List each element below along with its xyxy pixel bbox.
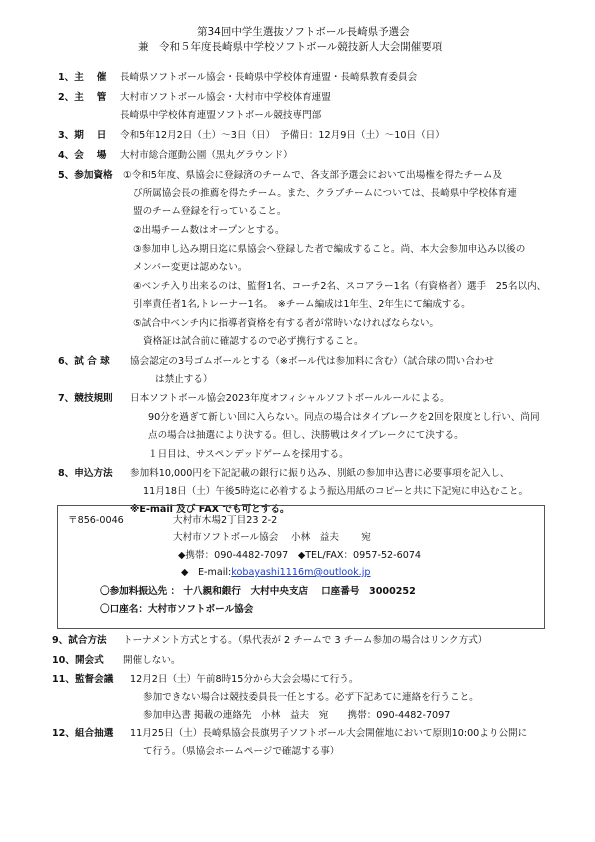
section-label-eligibility: 5、参加資格 [58,170,113,181]
meeting-line-2: 参加できない場合は競技委員長一任とする。必ず下記あてに連絡を行うこと。 [143,692,479,703]
contact-email-row [181,566,370,579]
section-text-date: 令和5年12月2日（土）～3日（日） 予備日：12月9日（土）～10日（日） [120,130,445,141]
section-label-application: 8、申込方法 [58,468,113,479]
email-prefix: ◆ E-mail: [181,567,232,578]
eligibility-line-1: ①令和5年度、県協会に登録済のチームで、各支部予選会において出場権を得たチーム及 [123,170,503,181]
eligibility-line-3: 盟のチーム登録を行っていること。 [133,206,287,217]
ball-line-1: 協会認定の3号ゴムボールとする（※ボール代は参加料に含む）（試合球の問い合わせ [130,356,494,367]
section-label-draw: 12、組合抽選 [52,728,114,739]
opening-text: 開催しない。 [123,655,181,666]
section-label-date: 3、期 日 [58,130,107,141]
eligibility-line-8: 引率責任者1名,トレーナー1名。 ※チーム編成は1年生、2年生にて編成する。 [133,299,471,310]
contact-org: 大村市ソフトボール協会 小林 益夫 宛 [173,532,371,543]
eligibility-line-4: ②出場チーム数はオープンとする。 [133,225,285,236]
rules-line-2: 90分を過ぎて新しい回に入らない。同点の場合はタイブレークを2回を限度とし行い、尚同 [148,412,540,423]
section-text-venue: 大村市総合運動公園（黒丸グラウンド） [120,150,293,161]
rules-line-3: 点の場合は抽選により決する。但し、決勝戦はタイブレークにて決する。 [148,430,464,441]
format-text: トーナメント方式とする。（県代表が 2 チームで 3 チーム参加の場合はリンク方式） [123,635,488,646]
section-label-opening: 10、開会式 [52,655,104,666]
section-label-organizer: 2、主 管 [58,92,107,103]
email-link[interactable]: kobayashi1116m@outlook.jp [231,567,371,578]
section-label-venue: 4、会 場 [58,150,107,161]
eligibility-line-10: 資格証は試合前に確認するので必ず携行すること。 [143,336,364,347]
meeting-line-3: 参加申込書 掲載の連絡先 小林 益夫 宛 携帯：090-4482-7097 [143,710,451,721]
section-label-format: 9、試合方法 [52,635,107,646]
eligibility-line-6: メンバー変更は認めない。 [133,262,248,273]
rules-line-4: １日目は、サスペンデッドゲームを採用する。 [148,449,349,460]
meeting-line-1: 12月2日（土）午前8時15分から大会会場にて行う。 [130,674,359,685]
section-label-host: 1、主 催 [58,72,107,83]
section-label-ball: 6、試 合 球 [58,356,110,367]
section-text-organizer-1: 大村市ソフトボール協会・大村市中学校体育連盟 [120,92,331,103]
account-name: 〇口座名：大村市ソフトボール協会 [100,604,254,615]
rules-line-1: 日本ソフトボール協会2023年度オフィシャルソフトボールルールによる。 [130,393,450,404]
application-line-2: 11月18日（土）午後5時迄に必着するよう振込用紙のコピーと共に下記宛に申込むこと。 [143,486,529,497]
document-title: 第34回中学生選抜ソフトボール長崎県予選会 [197,26,410,38]
section-label-meeting: 11、監督会議 [52,674,114,685]
draw-line-2: て行う。（県協会ホームページで確認する事） [143,746,340,757]
application-line-1: 参加料10,000円を下記記載の銀行に振り込み、別紙の参加申込書に必要事項を記入し、 [130,468,510,479]
section-label-rules: 7、競技規則 [58,393,113,404]
application-line-3: ※E-mail 及び FAX でも可とする。 [130,504,290,515]
draw-line-1: 11月25日（土）長崎県協会長旗男子ソフトボール大会開催地において原則10:00より公開に [130,728,528,739]
contact-zip: 〒856-0046 [68,515,124,526]
document-subtitle: 兼 令和５年度長崎県中学校ソフトボール競技新人大会開催要項 [138,41,443,53]
eligibility-line-9: ⑤試合中ベンチ内に指導者資格を有する者が常時いなければならない。 [133,318,440,329]
bank-info: 〇参加料振込先 ： 十八親和銀行 大村中央支店 口座番号 3000252 [100,586,416,597]
eligibility-line-2: び所属協会長の推薦を得たチーム。また、クラブチームについては、長崎県中学校体育連 [133,188,517,199]
section-text-organizer-2: 長崎県中学校体育連盟ソフトボール競技専門部 [120,110,322,121]
contact-phone: ◆携帯：090-4482-7097 ◆TEL/FAX：0957-52-6074 [178,550,422,561]
ball-line-2: は禁止する） [155,374,213,385]
contact-address: 大村市木場2丁目23 2-2 [173,515,278,526]
section-text-host: 長崎県ソフトボール協会・長崎県中学校体育連盟・長崎県教育委員会 [120,72,418,83]
eligibility-line-7: ④ベンチ入り出来るのは、監督1名、コーチ2名、スコアラー1名（有資格者）選手 25名以内、 [133,281,547,292]
eligibility-line-5: ③参加申し込み期日迄に県協会へ登録した者で編成すること。尚、本大会参加申込み以後の [133,244,526,255]
